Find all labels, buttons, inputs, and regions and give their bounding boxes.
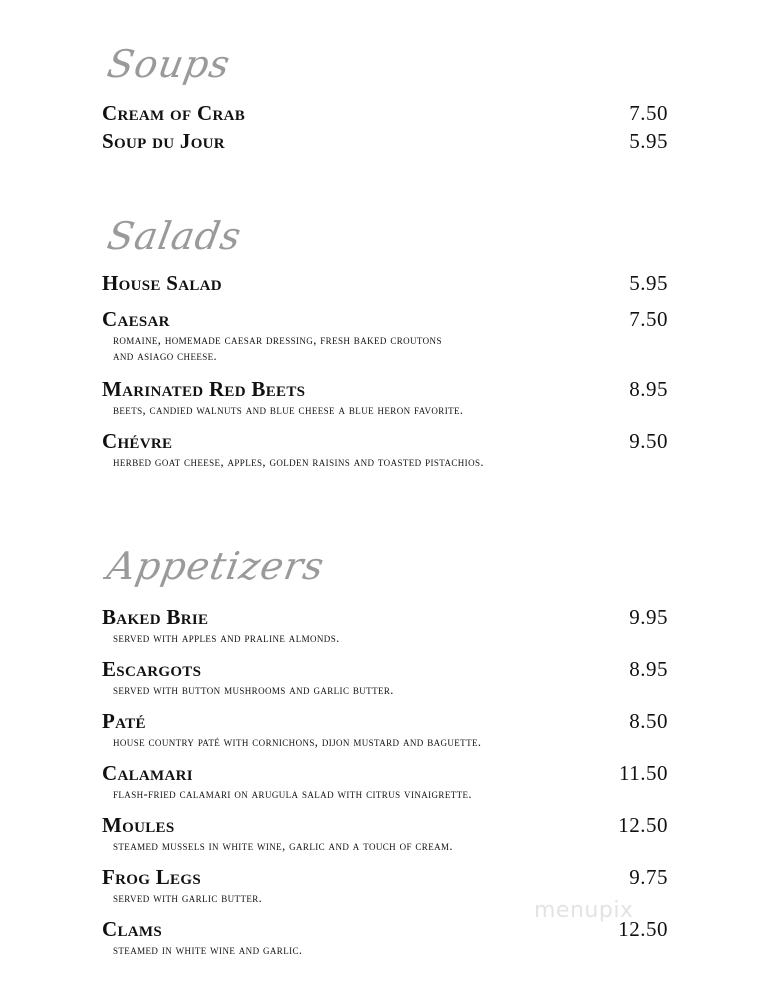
item-name: Cream of Crab xyxy=(102,101,246,125)
item-price: 7.50 xyxy=(629,101,668,125)
menu-item xyxy=(102,128,668,154)
item-name: Chévre xyxy=(102,429,173,453)
item-name: Paté xyxy=(102,709,146,733)
item-name: Frog Legs xyxy=(102,865,201,889)
item-price: 9.75 xyxy=(629,865,668,889)
menu-item xyxy=(102,812,668,854)
item-price: 7.50 xyxy=(629,307,668,331)
item-price: 5.95 xyxy=(629,129,668,153)
item-price: 8.95 xyxy=(629,377,668,401)
item-description: steamed in white wine and garlic. xyxy=(113,943,303,957)
item-price: 8.50 xyxy=(629,709,668,733)
item-description: steamed mussels in white wine, garlic and a touch of cream. xyxy=(113,839,453,853)
item-price: 8.95 xyxy=(629,657,668,681)
soups-section xyxy=(102,42,668,154)
menu-item xyxy=(102,306,668,364)
item-description: served with apples and praline almonds. xyxy=(113,631,340,645)
soups-title: Soups xyxy=(104,42,234,86)
appetizers-section xyxy=(102,544,668,958)
item-description: beets, candied walnuts and blue cheese a blue heron favorite. xyxy=(113,403,464,417)
item-price: 12.50 xyxy=(618,917,668,941)
item-description: house country paté with cornichons, dijon mustard and baguette. xyxy=(113,735,482,749)
salads-section xyxy=(102,214,668,470)
item-description: served with button mushrooms and garlic butter. xyxy=(113,683,394,697)
item-price: 9.95 xyxy=(629,605,668,629)
item-description: flash-fried calamari on arugula salad with citrus vinaigrette. xyxy=(113,787,472,801)
item-name: Clams xyxy=(102,917,163,941)
appetizers-title: Appetizers xyxy=(104,544,328,588)
item-name: House Salad xyxy=(102,271,222,295)
item-name: Calamari xyxy=(102,761,193,785)
watermark: menupix xyxy=(534,898,634,923)
salads-title: Salads xyxy=(104,214,246,258)
item-name: Baked Brie xyxy=(102,605,209,629)
menu-item xyxy=(102,708,668,750)
menu-item xyxy=(102,656,668,698)
menu-item xyxy=(102,428,668,470)
item-name: Escargots xyxy=(102,657,202,681)
menu-item xyxy=(102,604,668,646)
item-price: 9.50 xyxy=(629,429,668,453)
menu-item xyxy=(102,760,668,802)
item-name: Marinated Red Beets xyxy=(102,377,306,401)
item-description: served with garlic butter. xyxy=(113,891,263,905)
item-name: Caesar xyxy=(102,307,170,331)
item-price: 12.50 xyxy=(618,813,668,837)
menu-item xyxy=(102,376,668,418)
item-price: 5.95 xyxy=(629,271,668,295)
item-name: Soup du Jour xyxy=(102,129,225,153)
item-description: herbed goat cheese, apples, golden raisins and toasted pistachios. xyxy=(113,455,484,469)
item-price: 11.50 xyxy=(619,761,668,785)
item-description: romaine, homemade caesar dressing, fresh baked croutons and asiago cheese. xyxy=(113,333,442,363)
menu-item xyxy=(102,270,668,296)
menu-item xyxy=(102,100,668,126)
item-name: Moules xyxy=(102,813,175,837)
